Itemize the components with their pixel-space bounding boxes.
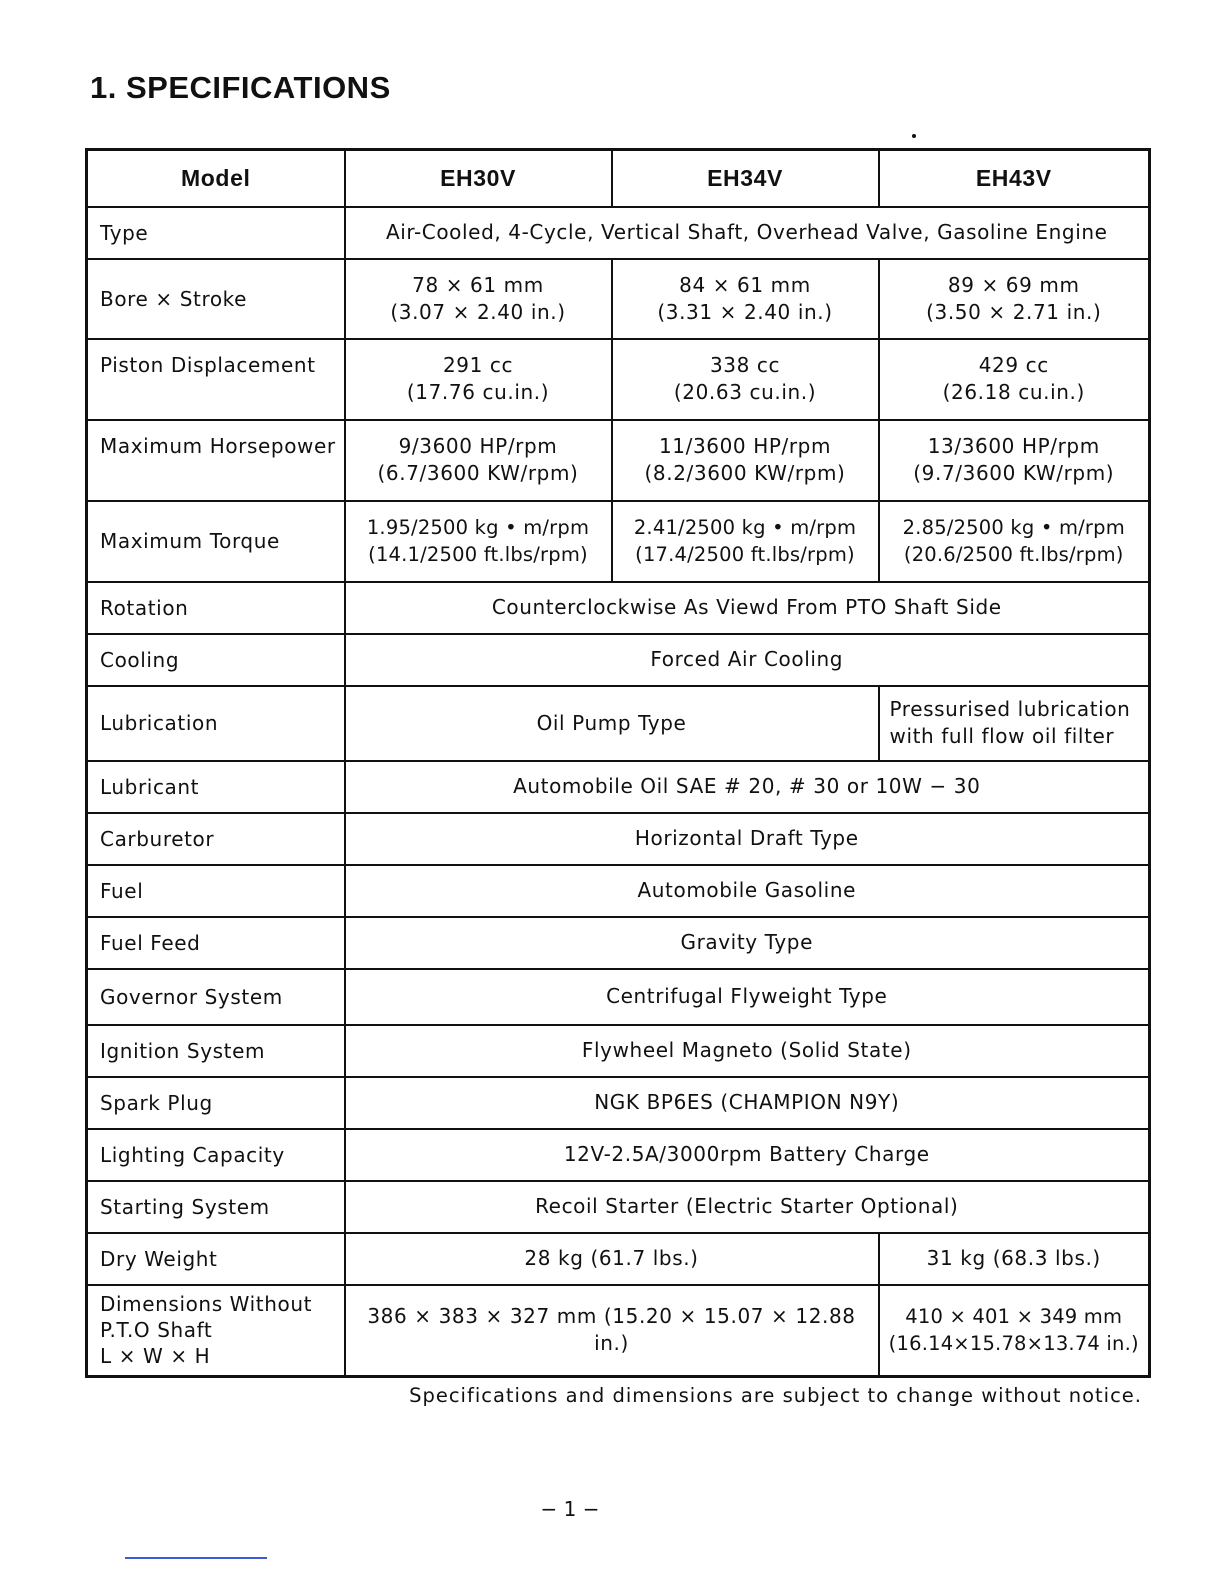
value-bore-eh43v: 89 × 69 mm (3.50 × 2.71 in.) — [879, 259, 1150, 339]
value-lubrication-eh43v: Pressurised lubrication with full flow oil filter — [879, 686, 1150, 761]
label-carburetor: Carburetor — [87, 813, 345, 865]
value-carburetor: Horizontal Draft Type — [345, 813, 1150, 865]
header-row — [87, 150, 1150, 207]
value-displacement-eh34v: 338 cc (20.63 cu.in.) — [612, 339, 879, 420]
value-ignition: Flywheel Magneto (Solid State) — [345, 1025, 1150, 1077]
value-lighting: 12V-2.5A/3000rpm Battery Charge — [345, 1129, 1150, 1181]
value-spark-plug: NGK BP6ES (CHAMPION N9Y) — [345, 1077, 1150, 1129]
label-dry-weight: Dry Weight — [87, 1233, 345, 1285]
value-starting: Recoil Starter (Electric Starter Optional) — [345, 1181, 1150, 1233]
header-eh30v: EH30V — [345, 150, 612, 207]
row-horsepower — [87, 420, 1150, 501]
row-ignition — [87, 1025, 1150, 1077]
value-fuel: Automobile Gasoline — [345, 865, 1150, 917]
scan-artifact-line — [125, 1557, 267, 1559]
row-cooling — [87, 634, 1150, 686]
page-title: 1. SPECIFICATIONS — [90, 70, 391, 105]
row-torque — [87, 501, 1150, 582]
label-rotation: Rotation — [87, 582, 345, 634]
label-horsepower: Maximum Horsepower — [87, 420, 345, 501]
label-starting: Starting System — [87, 1181, 345, 1233]
value-bore-eh34v: 84 × 61 mm (3.31 × 2.40 in.) — [612, 259, 879, 339]
label-cooling: Cooling — [87, 634, 345, 686]
row-lubricant — [87, 761, 1150, 813]
value-horsepower-eh34v: 11/3600 HP/rpm (8.2/3600 KW/rpm) — [612, 420, 879, 501]
row-starting — [87, 1181, 1150, 1233]
disclaimer-note: Specifications and dimensions are subject to change without notice. — [409, 1384, 1142, 1407]
row-rotation — [87, 582, 1150, 634]
value-fuel-feed: Gravity Type — [345, 917, 1150, 969]
value-torque-eh30v: 1.95/2500 kg • m/rpm (14.1/2500 ft.lbs/rpm) — [345, 501, 612, 582]
label-spark-plug: Spark Plug — [87, 1077, 345, 1129]
label-lubricant: Lubricant — [87, 761, 345, 813]
label-type: Type — [87, 207, 345, 259]
value-dry-weight-eh30v-eh34v: 28 kg (61.7 lbs.) — [345, 1233, 879, 1285]
label-lighting: Lighting Capacity — [87, 1129, 345, 1181]
value-horsepower-eh30v: 9/3600 HP/rpm (6.7/3600 KW/rpm) — [345, 420, 612, 501]
row-fuel-feed — [87, 917, 1150, 969]
row-displacement — [87, 339, 1150, 420]
value-displacement-eh30v: 291 cc (17.76 cu.in.) — [345, 339, 612, 420]
row-spark-plug — [87, 1077, 1150, 1129]
label-ignition: Ignition System — [87, 1025, 345, 1077]
label-fuel: Fuel — [87, 865, 345, 917]
value-dimensions-eh30v-eh34v: 386 × 383 × 327 mm (15.20 × 15.07 × 12.88 in.) — [345, 1285, 879, 1377]
row-bore-stroke — [87, 259, 1150, 339]
label-displacement: Piston Displacement — [87, 339, 345, 420]
value-dry-weight-eh43v: 31 kg (68.3 lbs.) — [879, 1233, 1150, 1285]
row-dry-weight — [87, 1233, 1150, 1285]
value-type: Air-Cooled, 4-Cycle, Vertical Shaft, Overhead Valve, Gasoline Engine — [345, 207, 1150, 259]
row-dimensions — [87, 1285, 1150, 1377]
header-eh34v: EH34V — [612, 150, 879, 207]
value-governor: Centrifugal Flyweight Type — [345, 969, 1150, 1025]
value-horsepower-eh43v: 13/3600 HP/rpm (9.7/3600 KW/rpm) — [879, 420, 1150, 501]
row-governor — [87, 969, 1150, 1025]
label-fuel-feed: Fuel Feed — [87, 917, 345, 969]
value-rotation: Counterclockwise As Viewd From PTO Shaft Side — [345, 582, 1150, 634]
row-fuel — [87, 865, 1150, 917]
label-torque: Maximum Torque — [87, 501, 345, 582]
label-bore-stroke: Bore × Stroke — [87, 259, 345, 339]
value-dimensions-eh43v: 410 × 401 × 349 mm (16.14×15.78×13.74 in.) — [879, 1285, 1150, 1377]
value-displacement-eh43v: 429 cc (26.18 cu.in.) — [879, 339, 1150, 420]
value-cooling: Forced Air Cooling — [345, 634, 1150, 686]
label-lubrication: Lubrication — [87, 686, 345, 761]
value-lubrication-eh30v-eh34v: Oil Pump Type — [345, 686, 879, 761]
speck — [912, 134, 916, 138]
header-eh43v: EH43V — [879, 150, 1150, 207]
label-governor: Governor System — [87, 969, 345, 1025]
value-bore-eh30v: 78 × 61 mm (3.07 × 2.40 in.) — [345, 259, 612, 339]
row-lighting — [87, 1129, 1150, 1181]
header-model: Model — [87, 150, 345, 207]
value-lubricant: Automobile Oil SAE # 20, # 30 or 10W − 30 — [345, 761, 1150, 813]
value-torque-eh34v: 2.41/2500 kg • m/rpm (17.4/2500 ft.lbs/rpm) — [612, 501, 879, 582]
label-dimensions: Dimensions Without P.T.O Shaft L × W × H — [87, 1285, 345, 1377]
page-number: − 1 − — [540, 1497, 600, 1521]
row-type — [87, 207, 1150, 259]
row-carburetor — [87, 813, 1150, 865]
value-torque-eh43v: 2.85/2500 kg • m/rpm (20.6/2500 ft.lbs/rpm) — [879, 501, 1150, 582]
row-lubrication — [87, 686, 1150, 761]
specifications-table — [85, 148, 1151, 1378]
